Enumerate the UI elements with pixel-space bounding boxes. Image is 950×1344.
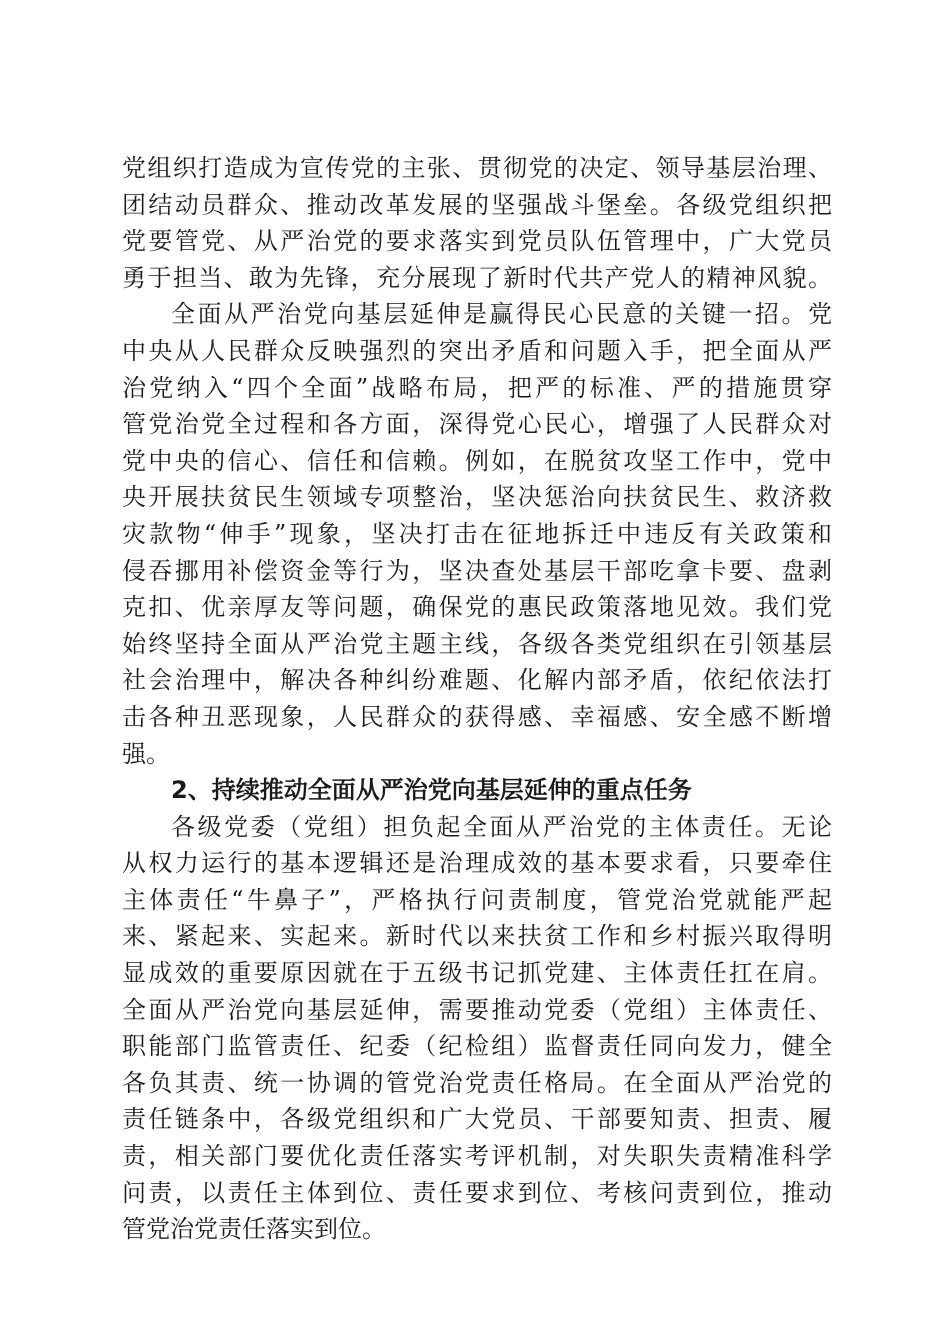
text-line: 全面从严治党向基层延伸，需要推动党委（党组）主体责任、: [122, 995, 832, 1024]
text-line: 击各种丑恶现象，人民群众的获得感、幸福感、安全感不断增: [122, 702, 832, 731]
text-line: 来、紧起来、实起来。新时代以来扶贫工作和乡村振兴取得明: [122, 922, 832, 951]
text-line: 职能部门监管责任、纪委（纪检组）监督责任同向发力，健全: [122, 1032, 832, 1061]
text-line: 央开展扶贫民生领域专项整治，坚决惩治向扶贫民生、救济救: [122, 483, 832, 512]
text-line: 各级党委（党组）担负起全面从严治党的主体责任。无论: [171, 812, 832, 841]
text-line: 党组织打造成为宣传党的主张、贯彻党的决定、领导基层治理、: [122, 154, 832, 182]
text-line: 强。: [122, 739, 170, 768]
text-line: 管党治党责任落实到位。: [122, 1215, 386, 1244]
text-line: 克扣、优亲厚友等问题，确保党的惠民政策落地见效。我们党: [122, 593, 832, 622]
text-line: 问责，以责任主体到位、责任要求到位、考核问责到位，推动: [122, 1178, 832, 1207]
heading-text: 2、持续推动全面从严治党向基层延伸的重点任务: [171, 776, 692, 805]
text-line: 始终坚持全面从严治党主题主线，各级各类党组织在引领基层: [122, 629, 832, 658]
text-line: 主体责任“牛鼻子”，严格执行问责制度，管党治党就能严起: [122, 885, 832, 914]
text-line: 全面从严治党向基层延伸是赢得民心民意的关键一招。党: [171, 300, 832, 329]
text-line: 中央从人民群众反映强烈的突出矛盾和问题入手，把全面从严: [122, 336, 832, 365]
document-body: [122, 150, 832, 1248]
paragraph-2: [122, 296, 832, 772]
text-line: 各负其责、统一协调的管党治党责任格局。在全面从严治党的: [122, 1068, 832, 1097]
text-line: 责任链条中，各级党组织和广大党员、干部要知责、担责、履: [122, 1105, 832, 1134]
text-line: 从权力运行的基本逻辑还是治理成效的基本要求看，只要牵住: [122, 849, 832, 878]
text-line: 责，相关部门要优化责任落实考评机制，对失职失责精准科学: [122, 1142, 832, 1171]
text-line: 侵吞挪用补偿资金等行为，坚决查处基层干部吃拿卡要、盘剥: [122, 556, 832, 585]
text-line: 治党纳入“四个全面”战略布局，把严的标准、严的措施贯穿: [122, 373, 832, 402]
text-line: 党要管党、从严治党的要求落实到党员队伍管理中，广大党员: [122, 227, 832, 256]
text-line: 管党治党全过程和各方面，深得党心民心，增强了人民群众对: [122, 410, 832, 439]
text-line: 显成效的重要原因就在于五级书记抓党建、主体责任扛在肩。: [122, 959, 832, 988]
text-line: 灾款物“伸手”现象，坚决打击在征地拆迁中违反有关政策和: [122, 519, 832, 548]
text-line: 社会治理中，解决各种纠纷难题、化解内部矛盾，依纪依法打: [122, 666, 832, 695]
text-line: 团结动员群众、推动改革发展的坚强战斗堡垒。各级党组织把: [122, 190, 832, 219]
text-line: 党中央的信心、信任和信赖。例如，在脱贫攻坚工作中，党中: [122, 446, 832, 475]
section-heading: [122, 772, 832, 809]
paragraph-1: [122, 150, 832, 296]
text-line: 勇于担当、敢为先锋，充分展现了新时代共产党人的精神风貌。: [122, 263, 832, 292]
paragraph-3: [122, 809, 832, 1248]
